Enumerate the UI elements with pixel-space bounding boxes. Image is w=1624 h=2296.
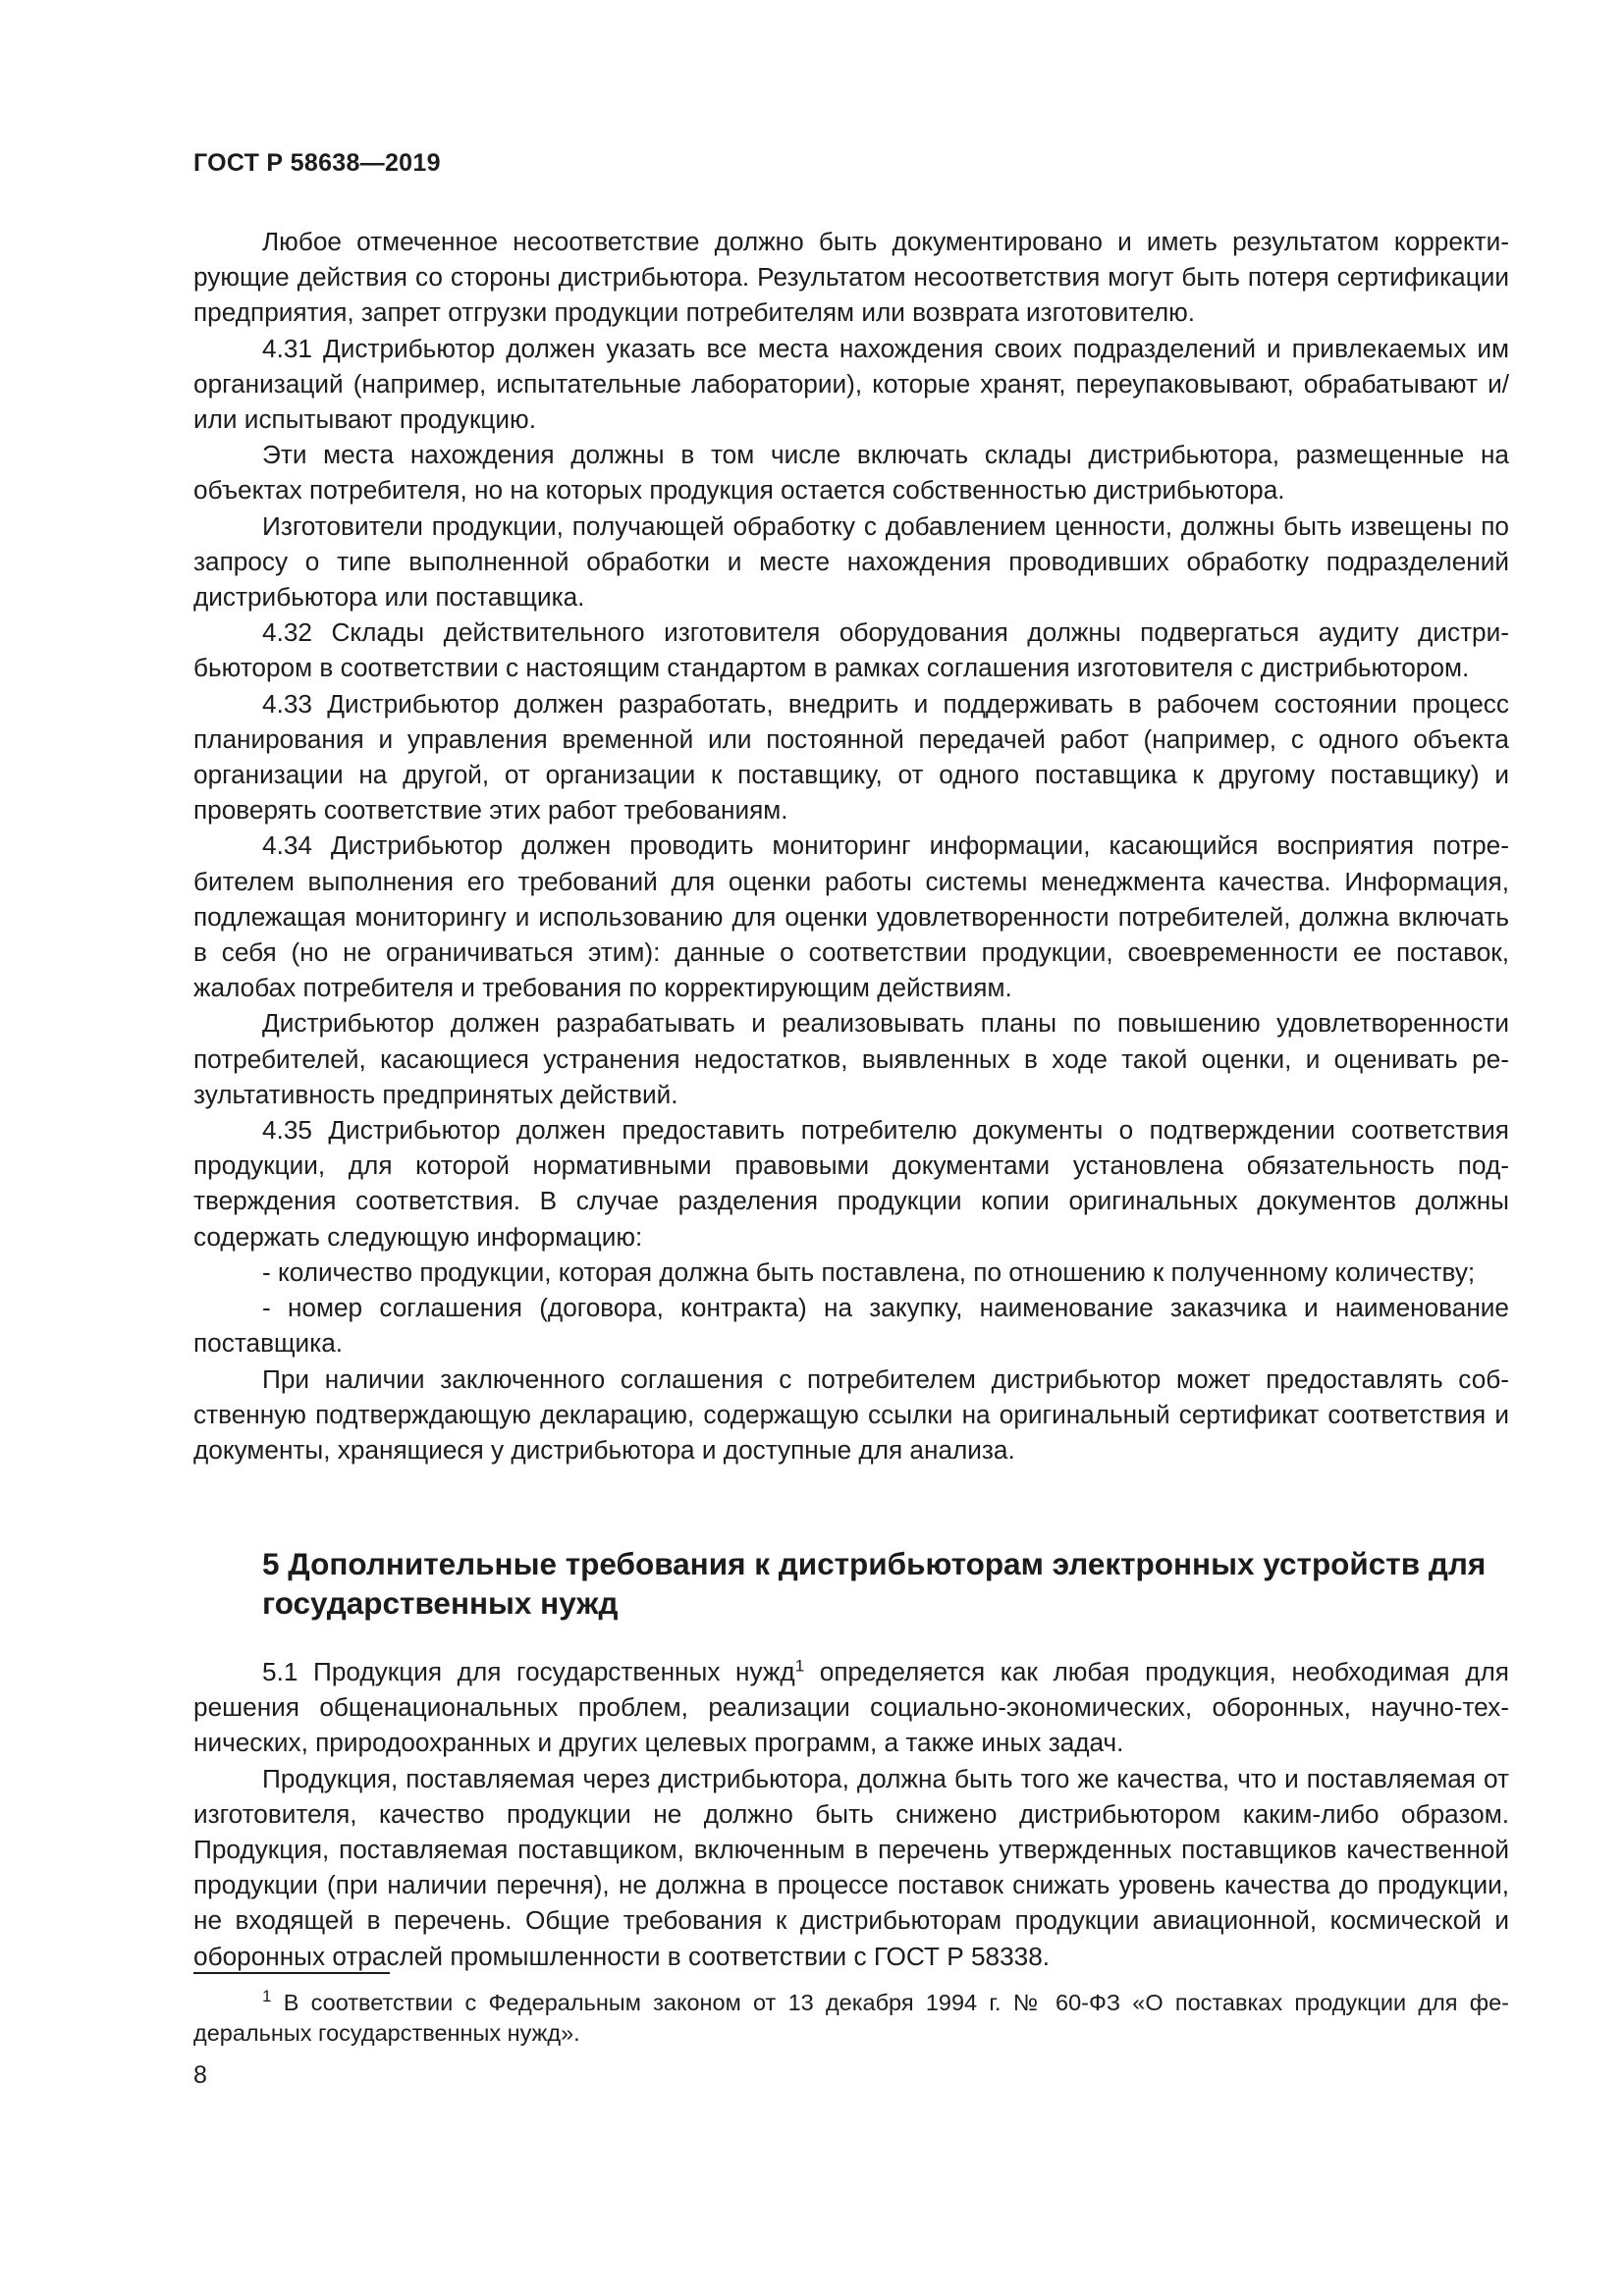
footnote-divider	[193, 1972, 390, 1974]
paragraph: При наличии заключенного соглашения с потребителем дистрибьютор может предоставлять собственную подтверждающую декларацию, содержащую ссылки на оригинальный сертификат соответствия и документы, хранящиеся у дистрибьютора и доступные для анализа.	[193, 1363, 1509, 1465]
paragraph-5-1-rest: определяется как любая продукция, необходимая для решения общенациональных проблем, реализации социально-экономических, оборонных, научно-технических, природоохранных и других целевых программ, а также иных задач.	[193, 1657, 1509, 1758]
section-5-title: 5 Дополнительные требования к дистрибьюторам электронных устройств для государственных нужд	[262, 1546, 1487, 1621]
paragraph: Дистрибьютор должен разрабатывать и реализовывать планы по повышению удовлетворенности потребителей, касающиеся устранения недостатков, выявленных в ходе такой оценки, и оценивать результативность предпринятых действий.	[193, 1008, 1509, 1109]
footnote	[193, 1988, 1509, 2049]
paragraph: Продукция, поставляемая через дистрибьютора, должна быть того же качества, что и поставляемая от изготовителя, качество продукции не должно быть снижено дистрибьютором каким-либо образом. Продукция, поставляемая поставщиком, включенным в перечень утвержденных поставщиков качественной продукции (при наличии перечня), не должна в процессе поставок снижать уровень качества до продукции, не входящей в перечень. Общие требования к дистрибьюторам продукции авиационной, космической и оборонных отраслей промышленности в соответствии с ГОСТ Р 58338.	[193, 1763, 1509, 1971]
paragraph-4-35: 4.35 Дистрибьютор должен предоставить потребителю документы о подтверждении соответствия продукции, для которой нормативными правовыми документами установлена обязательность подтверждения соответствия. В случае разделения продукции копии оригинальных документов должны содержать следующую информацию:	[193, 1115, 1509, 1252]
footnote-reference: 1	[794, 1656, 805, 1676]
paragraph-4-34: 4.34 Дистрибьютор должен проводить мониторинг информации, касающийся восприятия потребителем выполнения его требований для оценки работы системы менеджмента качества. Информация, подлежащая мониторингу и использованию для оценки удовлетворенности потребителей, должна включать в себя (но не ограничиваться этим): данные о соответствии продукции, своевременности ее поставок, жалобах потребителя и требования по корректирующим действиям.	[193, 830, 1509, 1003]
footnote-text: В соответствии с Федеральным законом от 13 декабря 1994 г. № 60-ФЗ «О поставках продукции для федеральных государственных нужд».	[193, 1990, 1509, 2046]
paragraph-4-33: 4.33 Дистрибьютор должен разработать, внедрить и поддерживать в рабочем состоянии процесс планирования и управления временной или постоянной передачей работ (например, с одного объекта организации на другой, от организации к поставщику, от одного поставщика к другому поставщику) и проверять соответствие этих работ требованиям.	[193, 688, 1509, 826]
paragraph: Любое отмеченное несоответствие должно быть документировано и иметь результатом корректирующие действия со стороны дистрибьютора. Результатом несоответствия могут быть потеря сертификации предприятия, запрет отгрузки продукции потребителям или возврата изготовителю.	[193, 227, 1509, 328]
paragraph: Изготовители продукции, получающей обработку с добавлением ценности, должны быть извещены по запросу о типе выполненной обработки и месте нахождения проводивших обработку подразделений дистрибьютора или поставщика.	[193, 510, 1509, 613]
paragraph-5-1-start: 5.1 Продукция для государственных нужд	[262, 1657, 795, 1686]
paragraph-5-1	[193, 1654, 1509, 1761]
list-item: - количество продукции, которая должна быть поставлена, по отношению к полученному количеству;	[262, 1256, 1476, 1287]
list-item: - номер соглашения (договора, контракта) на закупку, наименование заказчика и наименование поставщика.	[193, 1293, 1509, 1359]
footnote-mark: 1	[262, 1987, 272, 2006]
section-5-body	[193, 1654, 1509, 1974]
main-body-text	[193, 224, 1509, 1468]
document-code-header: ГОСТ Р 58638—2019	[193, 149, 441, 177]
paragraph: Эти места нахождения должны в том числе включать склады дистрибьютора, размещенные на объектах потребителя, но на которых продукция остается собственностью дистрибьютора.	[193, 440, 1509, 506]
paragraph-4-32: 4.32 Склады действительного изготовителя оборудования должны подвергаться аудиту дистрибьютором в соответствии с настоящим стандартом в рамках соглашения изготовителя с дистрибьютором.	[193, 617, 1509, 683]
page-number: 8	[193, 2061, 207, 2089]
paragraph-4-31: 4.31 Дистрибьютор должен указать все места нахождения своих подразделений и привлекаемых им организаций (например, испытательные лаборатории), которые хранят, переупаковывают, обрабатывают и/или испытывают продукцию.	[193, 333, 1509, 435]
